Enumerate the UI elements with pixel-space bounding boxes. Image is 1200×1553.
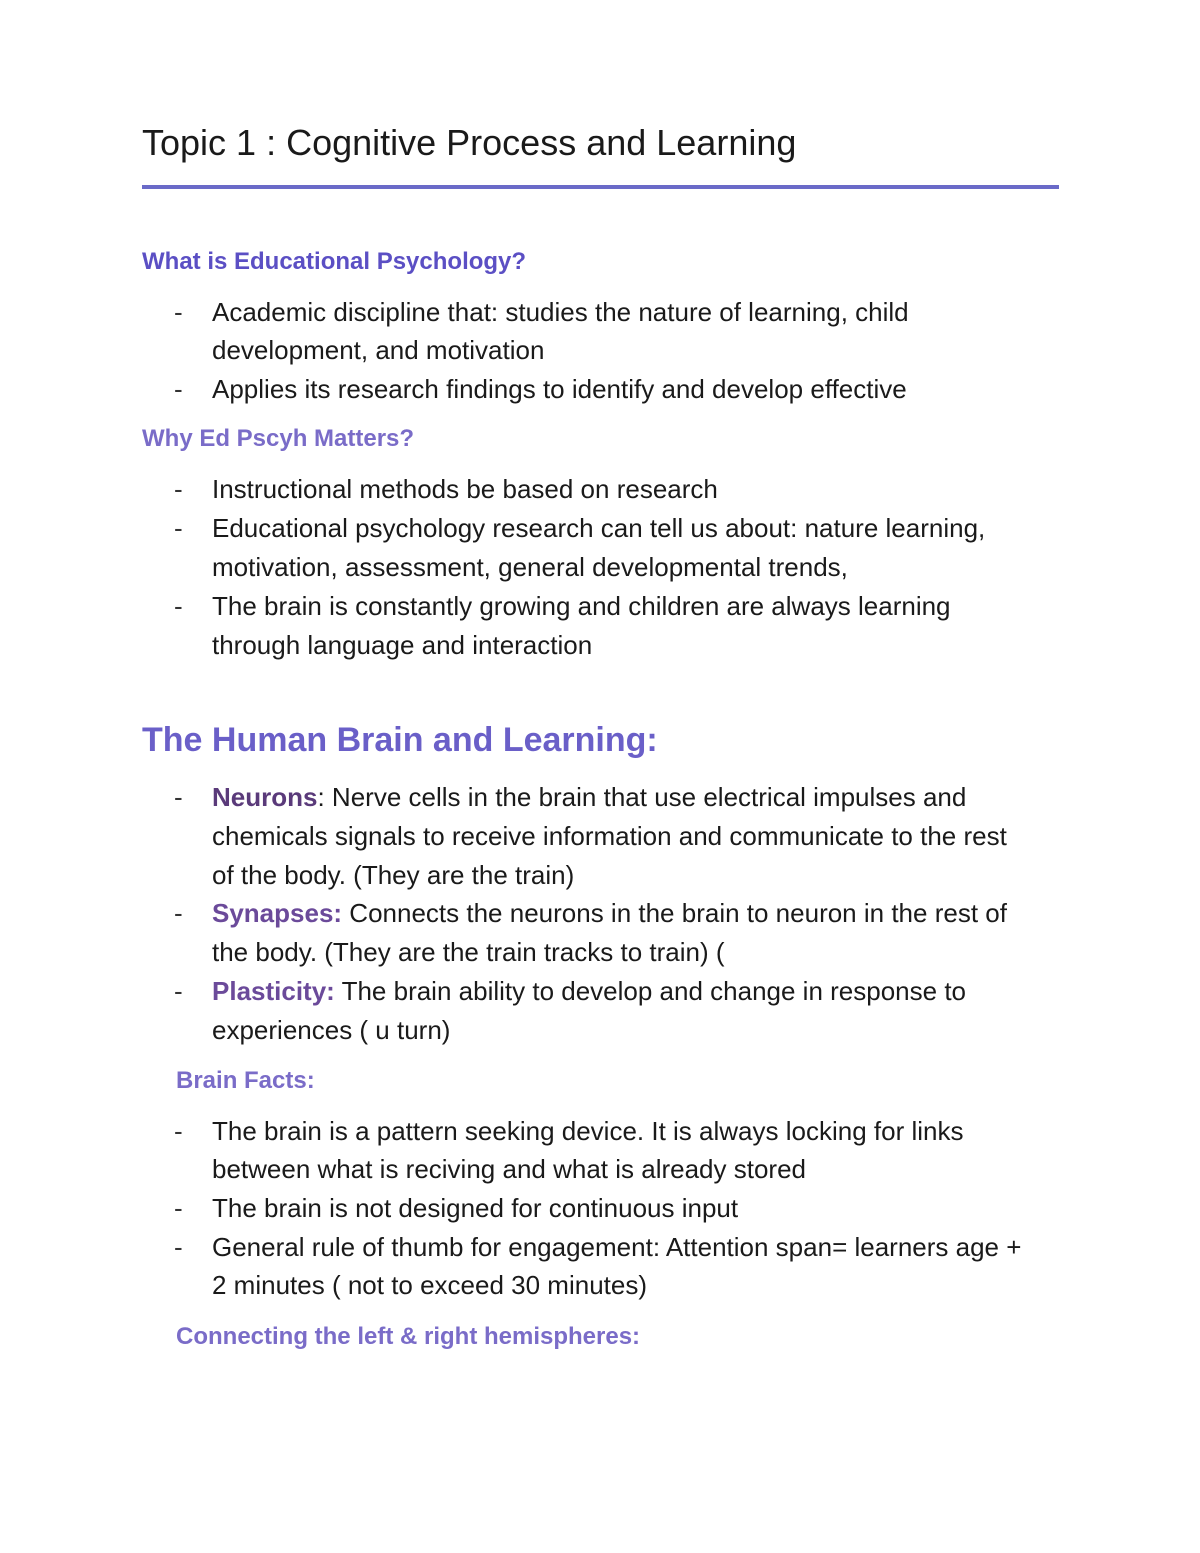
list-item-line: The brain is a pattern seeking device. It is always locking for links	[212, 1116, 964, 1146]
list-item-line: motivation, assessment, general developmental trends,	[212, 552, 848, 582]
bullet-dash: -	[174, 1116, 183, 1146]
bullet-dash: -	[174, 1193, 183, 1223]
bullet-dash: -	[174, 513, 183, 543]
definition-text: The brain ability to develop and change in response to	[334, 976, 967, 1006]
definition-text: Nerve cells in the brain that use electrical impulses and	[324, 782, 967, 812]
section-heading-why-matters: Why Ed Pscyh Matters?	[142, 425, 415, 452]
list-item-line: between what is reciving and what is already stored	[212, 1154, 806, 1184]
term-separator: :	[317, 782, 325, 812]
title-underline	[142, 185, 1059, 189]
list-item-line: Academic discipline that: studies the nature of learning, child	[212, 297, 909, 327]
list-item-line: 2 minutes ( not to exceed 30 minutes)	[212, 1270, 648, 1300]
term-plasticity: Plasticity:	[212, 976, 335, 1006]
list-item-line: of the body. (They are the train)	[212, 860, 575, 890]
section-heading-human-brain: The Human Brain and Learning:	[142, 721, 658, 759]
bullet-dash: -	[174, 297, 183, 327]
section-heading-what-is: What is Educational Psychology?	[142, 248, 527, 275]
list-item-line	[212, 972, 966, 1010]
bullet-dash: -	[174, 474, 183, 504]
list-item-line: Educational psychology research can tell us about: nature learning,	[212, 513, 986, 543]
bullet-dash: -	[174, 898, 183, 928]
section-heading-hemispheres: Connecting the left & right hemispheres:	[176, 1323, 641, 1350]
term-neurons: Neurons	[212, 782, 318, 812]
list-item-line: Applies its research findings to identify and develop effective	[212, 374, 907, 404]
list-item-line: chemicals signals to receive information and communicate to the rest	[212, 821, 1007, 851]
list-item-line: General rule of thumb for engagement: Attention span= learners age +	[212, 1232, 1022, 1262]
bullet-dash: -	[174, 782, 183, 812]
list-item-line: the body. (They are the train tracks to train) (	[212, 937, 725, 967]
bullet-dash: -	[174, 1232, 183, 1262]
bullet-dash: -	[174, 591, 183, 621]
list-item-line: experiences ( u turn)	[212, 1015, 451, 1045]
list-item-line: The brain is not designed for continuous input	[212, 1193, 739, 1223]
list-item-line	[212, 778, 966, 816]
bullet-dash: -	[174, 976, 183, 1006]
list-item-line	[212, 894, 1007, 932]
list-item-line: The brain is constantly growing and children are always learning	[212, 591, 951, 621]
page-title: Topic 1 : Cognitive Process and Learning	[142, 122, 797, 163]
term-synapses: Synapses:	[212, 898, 343, 928]
section-heading-brain-facts: Brain Facts:	[176, 1067, 315, 1094]
definition-text: Connects the neurons in the brain to neuron in the rest of	[342, 898, 1007, 928]
list-item-line: Instructional methods be based on research	[212, 474, 718, 504]
list-item-line: development, and motivation	[212, 335, 545, 365]
bullet-dash: -	[174, 374, 183, 404]
list-item-line: through language and interaction	[212, 630, 593, 660]
